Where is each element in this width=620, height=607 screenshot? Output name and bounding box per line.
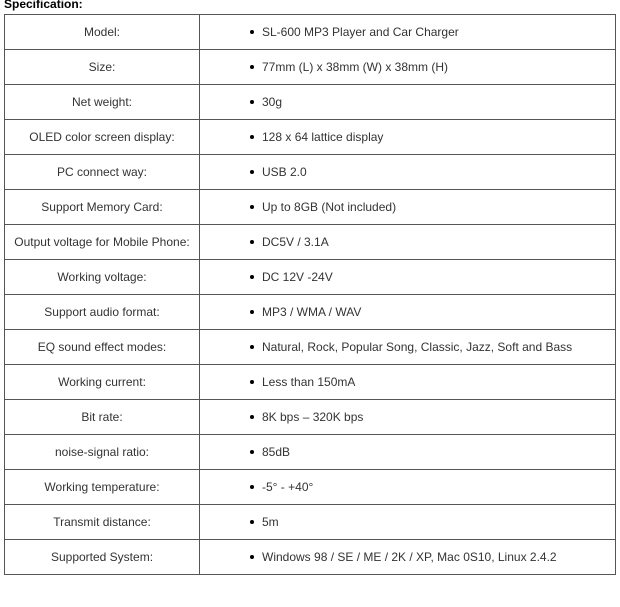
bullet-icon [250,380,254,384]
table-row [5,260,616,295]
spec-label: Working current: [5,365,200,400]
spec-value-cell [200,435,616,470]
spec-value-cell [200,400,616,435]
spec-label: Net weight: [5,85,200,120]
spec-value-cell [200,155,616,190]
spec-label: Transmit distance: [5,505,200,540]
section-heading: Specification: [4,0,83,11]
bullet-icon [250,135,254,139]
spec-value-cell [200,85,616,120]
spec-value: 85dB [262,445,291,459]
table-row [5,400,616,435]
spec-value-cell [200,365,616,400]
bullet-icon [250,275,254,279]
spec-value-cell [200,470,616,505]
bullet-icon [250,555,254,559]
spec-label: PC connect way: [5,155,200,190]
spec-value: DC 12V -24V [262,270,333,284]
table-row [5,330,616,365]
spec-value: DC5V / 3.1A [262,235,329,249]
table-row [5,470,616,505]
spec-value-cell [200,120,616,155]
spec-value-cell [200,260,616,295]
table-row [5,225,616,260]
table-row [5,505,616,540]
table-row [5,365,616,400]
spec-value-cell [200,505,616,540]
spec-label: Working voltage: [5,260,200,295]
table-row [5,155,616,190]
bullet-icon [250,310,254,314]
spec-value: 8K bps – 320K bps [262,410,364,424]
spec-value: Less than 150mA [262,375,356,389]
spec-label: noise-signal ratio: [5,435,200,470]
spec-value: 30g [262,95,283,109]
spec-value: MP3 / WMA / WAV [262,305,362,319]
bullet-icon [250,450,254,454]
spec-label: Bit rate: [5,400,200,435]
bullet-icon [250,65,254,69]
spec-value: -5° - +40° [262,480,314,494]
spec-label: Support Memory Card: [5,190,200,225]
bullet-icon [250,100,254,104]
bullet-icon [250,170,254,174]
spec-label: Output voltage for Mobile Phone: [5,225,200,260]
spec-label: OLED color screen display: [5,120,200,155]
bullet-icon [250,345,254,349]
spec-label: EQ sound effect modes: [5,330,200,365]
spec-value: SL-600 MP3 Player and Car Charger [262,25,459,39]
table-row [5,295,616,330]
spec-label: Supported System: [5,540,200,575]
spec-value: USB 2.0 [262,165,307,179]
bullet-icon [250,240,254,244]
spec-value: 5m [262,515,279,529]
spec-label: Working temperature: [5,470,200,505]
spec-value-cell [200,225,616,260]
bullet-icon [250,205,254,209]
spec-value-cell [200,50,616,85]
spec-label: Support audio format: [5,295,200,330]
spec-value: 77mm (L) x 38mm (W) x 38mm (H) [262,60,448,74]
spec-value-cell [200,295,616,330]
spec-value-cell [200,330,616,365]
table-row [5,85,616,120]
bullet-icon [250,520,254,524]
table-row [5,190,616,225]
bullet-icon [250,415,254,419]
spec-value-cell [200,15,616,50]
specification-table [4,14,616,575]
spec-value: Natural, Rock, Popular Song, Classic, Jazz, Soft and Bass [262,340,573,354]
spec-value: 128 x 64 lattice display [262,130,384,144]
spec-label: Model: [5,15,200,50]
spec-label: Size: [5,50,200,85]
table-row [5,120,616,155]
spec-value-cell [200,190,616,225]
bullet-icon [250,30,254,34]
spec-value: Up to 8GB (Not included) [262,200,397,214]
table-row [5,15,616,50]
spec-value: Windows 98 / SE / ME / 2K / XP, Mac 0S10, Linux 2.4.2 [262,550,557,564]
table-row [5,540,616,575]
table-row [5,435,616,470]
bullet-icon [250,485,254,489]
spec-value-cell [200,540,616,575]
table-row [5,50,616,85]
